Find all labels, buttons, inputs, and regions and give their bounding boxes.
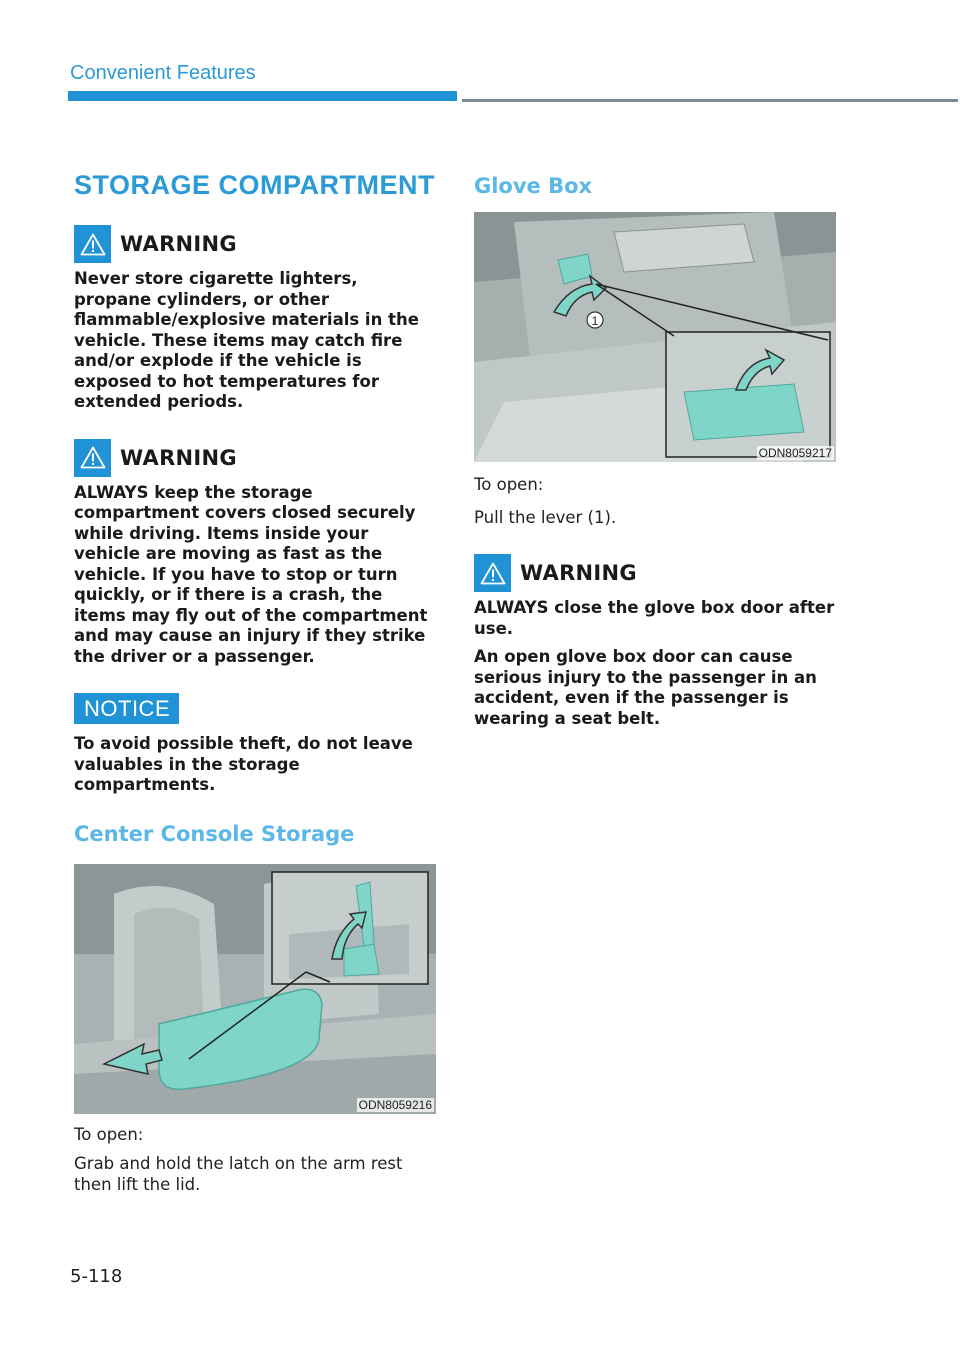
warning-triangle-icon xyxy=(474,554,511,592)
header-rule-gray xyxy=(462,99,958,102)
warning-block-1 xyxy=(74,225,438,413)
warning-label: WARNING xyxy=(120,232,237,256)
warning-text: Never store cigarette lighters, propane cylinders, or other flammable/explosive materials in the vehicle. These items may catch fire and/or explode if the vehicle is exposed to hot temperatures for extended periods. xyxy=(74,269,419,411)
page-number: 5-118 xyxy=(70,1266,123,1287)
warning-text: ALWAYS keep the storage compartment covers closed securely while driving. Items inside your vehicle are moving as fast as the vehicle. If you have to stop or turn quickly, or if there is a crash, the items may fly out of the compartment and may cause an injury if they strike the driver or a passenger. xyxy=(74,482,428,666)
glove-box-step-2: Pull the lever (1). xyxy=(474,508,617,527)
figure-code: ODN8059217 xyxy=(758,446,832,460)
warning-triangle-icon xyxy=(74,439,111,477)
section-title: STORAGE COMPARTMENT xyxy=(74,170,436,200)
center-console-figure xyxy=(74,864,436,1114)
center-console-title: Center Console Storage xyxy=(74,821,355,846)
notice-text: To avoid possible theft, do not leave valuables in the storage compartments. xyxy=(74,734,413,794)
glove-box-figure xyxy=(474,212,836,462)
right-column xyxy=(474,170,836,729)
notice-block xyxy=(74,693,438,796)
warning-block-2 xyxy=(74,439,438,668)
warning-label: WARNING xyxy=(520,561,637,585)
glove-box-title: Glove Box xyxy=(474,174,593,198)
left-column xyxy=(74,170,438,1195)
glove-box-step-1: To open: xyxy=(474,475,544,494)
warning-label: WARNING xyxy=(120,445,237,470)
figure-code: ODN8059216 xyxy=(358,1097,432,1112)
warning-text-2: An open glove box door can cause serious injury to the passenger in an accident, even if the passenger is wearing a seat belt. xyxy=(474,647,817,728)
warning-triangle-icon xyxy=(74,225,111,263)
notice-badge: NOTICE xyxy=(74,693,179,724)
center-console-step-2: Grab and hold the latch on the arm rest then lift the lid. xyxy=(74,1153,403,1194)
header-title: Convenient Features xyxy=(70,62,256,84)
center-console-step-1: To open: xyxy=(74,1124,144,1144)
warning-block-3 xyxy=(474,554,836,729)
callout-number: 1 xyxy=(591,314,599,328)
warning-text-1: ALWAYS close the glove box door after use. xyxy=(474,598,835,638)
header-rule-accent xyxy=(68,91,457,101)
